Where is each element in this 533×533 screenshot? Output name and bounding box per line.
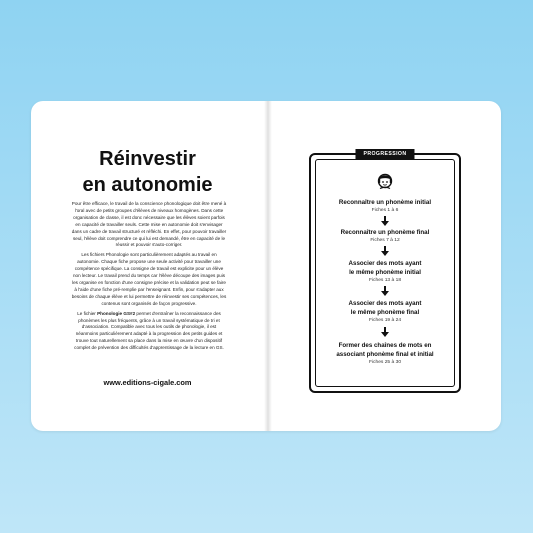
step-3-title-line-1: Associer des mots ayant bbox=[348, 260, 422, 267]
website-link[interactable]: www.editions-cigale.com bbox=[103, 378, 192, 387]
step-2-fiches: Fiches 7 à 12 bbox=[370, 238, 400, 243]
child-face-icon bbox=[375, 171, 395, 191]
page-title bbox=[31, 146, 264, 198]
step-5 bbox=[311, 341, 459, 366]
arrow-down-icon bbox=[381, 216, 389, 226]
step-1-title: Reconnaître un phonème initial bbox=[338, 199, 432, 206]
arrow-down-icon bbox=[381, 327, 389, 337]
paragraph-2: Les fichiers Phonologie sont particulièrement adaptés au travail en autonomie. Chaque fiche propose une seule activité pour travailler une compétence spécifique. La consigne de travail est explicite pour un élève non lecteur. Le travail prend du temps car l'élève découpe des images puis les organise en fonction d'une consigne précise et la validation peut se faire à l'aide d'une fiche pré-remplie par l'enseignant. Enfin, pour s'adapter aux besoins de chaque élève et lui permettre de réinvestir ses compétences, les contenus sont organisés de façon progressive. bbox=[71, 252, 227, 306]
step-1 bbox=[311, 198, 459, 214]
progression-label: PROGRESSION bbox=[355, 149, 414, 159]
paragraph-3-end: permet d'entraîner la reconnaissance des phonèmes les plus fréquents, grâce à un travail systématique de tri et d'association. Compatible avec tous les outils de phonologie, il est néanmoins particulièrement adapté à la progression des petits guides et trouve tout naturellement sa place dans la mise en œuvre d'un dispositif complet de prévention des difficultés d'apprentissage de la lecture en GS. bbox=[74, 310, 224, 351]
step-4-title-line-1: Associer des mots ayant bbox=[348, 300, 422, 307]
progression-card bbox=[309, 153, 461, 393]
step-3 bbox=[311, 259, 459, 284]
paragraph-3-start: Le fichier bbox=[77, 310, 98, 316]
step-4-fiches: Fiches 19 à 24 bbox=[368, 318, 402, 323]
open-booklet bbox=[31, 101, 501, 431]
step-5-title-line-2: associant phonème final et initial bbox=[336, 351, 434, 358]
step-3-title-line-2: le même phonème initial bbox=[349, 269, 421, 276]
product-name: Phonologie GS#2 bbox=[97, 310, 136, 316]
step-4 bbox=[311, 299, 459, 324]
title-line-2: en autonomie bbox=[82, 174, 213, 196]
paragraph-3 bbox=[71, 311, 227, 352]
step-4-title-line-2: le même phonème final bbox=[350, 309, 420, 316]
step-2-title: Reconnaître un phonème final bbox=[340, 229, 430, 236]
paragraph-1: Pour être efficace, le travail de la conscience phonologique doit être mené à l'oral avec de petits groupes d'élèves de niveaux homogènes. Dans cette organisation de classe, il est donc nécessaire que les élèves soient parfois en capacité de travailler seuls. Cette mise en autonomie doit s'envisager dans un cadre de travail structuré et réfléchi. En effet, pour pouvoir travailler seul, l'élève doit comprendre ce qui lui est demandé, être en capacité de le réussir et pouvoir s'auto-corriger. bbox=[71, 201, 227, 248]
title-line-1: Réinvestir bbox=[99, 148, 196, 170]
arrow-down-icon bbox=[381, 286, 389, 296]
step-3-fiches: Fiches 13 à 18 bbox=[368, 278, 402, 283]
step-1-fiches: Fiches 1 à 6 bbox=[371, 208, 399, 213]
step-5-title-line-1: Former des chaînes de mots en bbox=[338, 342, 432, 349]
arrow-down-icon bbox=[381, 246, 389, 256]
book-spine bbox=[264, 101, 272, 431]
step-2 bbox=[311, 228, 459, 244]
step-5-fiches: Fiches 25 à 30 bbox=[368, 360, 402, 365]
body-text bbox=[71, 201, 227, 355]
